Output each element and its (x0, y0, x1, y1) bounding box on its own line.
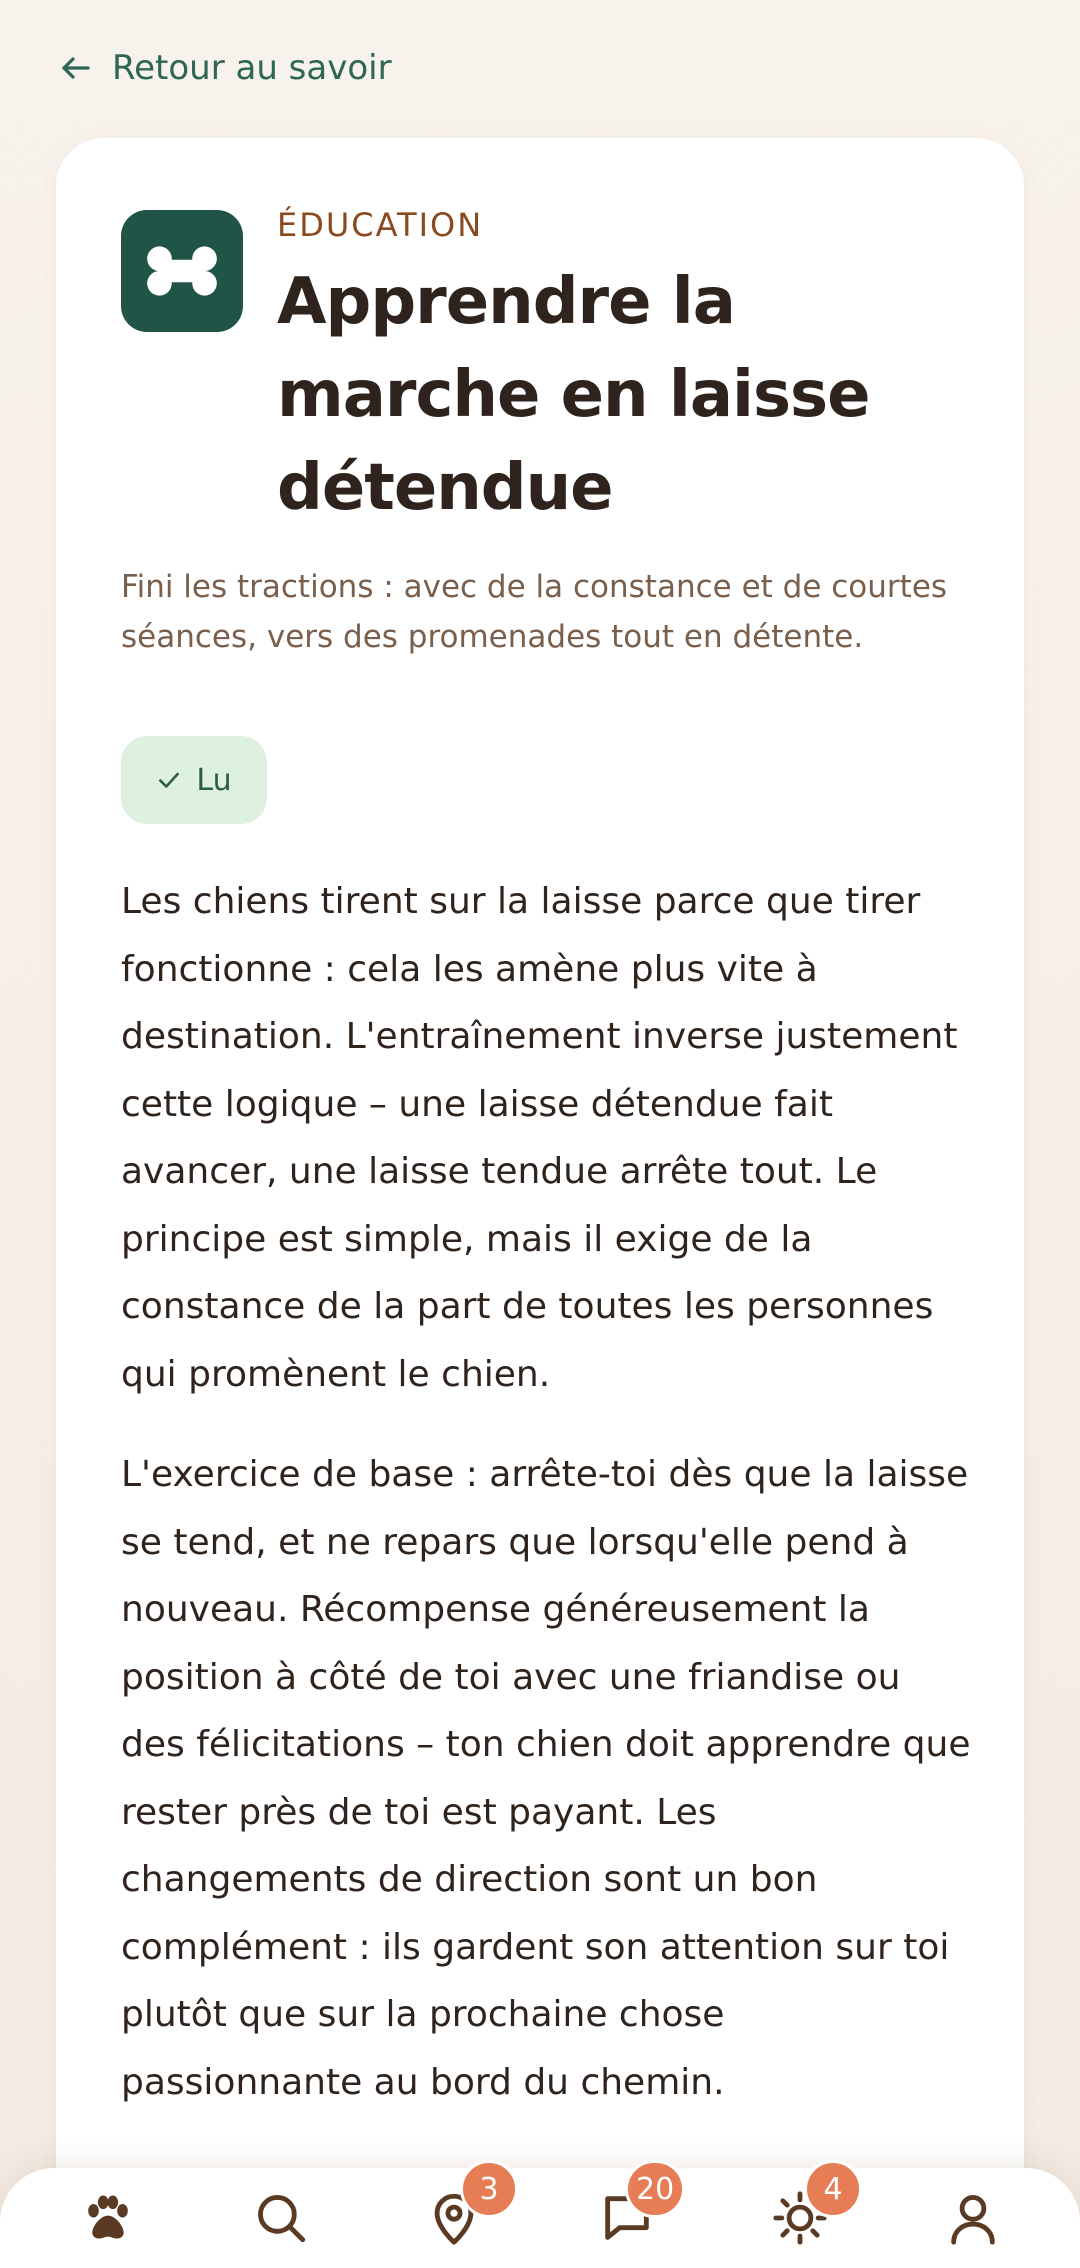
article-paragraph: L'exercice de base : arrête-toi dès que la laisse se tend, et ne repars que lorsqu'elle pend à nouveau. Récompense généreusement la position à côté de toi avec une friandise ou des félicitations – ton chien doit apprendre que rester près de toi est payant. Les changements de direction sont un bon complément : ils gardent son attention sur toi plutôt que sur la prochaine chose passionnante au bord du chemin. (121, 1454, 971, 2103)
check-icon (156, 767, 182, 793)
search-icon (252, 2189, 310, 2247)
messages-notification-badge: 20 (625, 2160, 685, 2218)
map-notification-badge: 3 (460, 2160, 518, 2218)
article-title: Apprendre la marche en laisse détendue (277, 265, 870, 525)
paw-icon (79, 2189, 137, 2247)
article-card (56, 138, 1024, 2268)
profile-icon (944, 2189, 1002, 2247)
nav-item-messages[interactable] (541, 2168, 713, 2268)
article-subtitle: Fini les tractions : avec de la constance et de courtes séances, vers des promenades tout en détente. (121, 569, 948, 655)
back-link[interactable] (58, 44, 392, 92)
bone-icon (141, 230, 223, 312)
article-body (121, 868, 971, 2149)
read-status-label: Lu (196, 762, 232, 798)
article-paragraph: Les chiens tirent sur la laisse parce que tirer fonctionne : cela les amène plus vite à destination. L'entraînement inverse justement cette logique – une laisse détendue fait avancer, une laisse tendue arrête tout. Le principe est simple, mais il exige de la constance de la part de toutes les personnes qui promènent le chien. (121, 881, 958, 1395)
nav-item-activity[interactable] (714, 2168, 886, 2268)
bottom-navigation (0, 2168, 1080, 2268)
nav-item-map[interactable] (368, 2168, 540, 2268)
arrow-left-icon (58, 50, 94, 86)
activity-notification-badge: 4 (804, 2160, 862, 2218)
article-category: ÉDUCATION (277, 206, 484, 244)
back-link-label: Retour au savoir (112, 48, 392, 88)
read-status-badge[interactable] (121, 736, 267, 824)
nav-item-home[interactable] (22, 2168, 194, 2268)
nav-item-profile[interactable] (887, 2168, 1059, 2268)
category-icon-tile (121, 210, 243, 332)
nav-item-search[interactable] (195, 2168, 367, 2268)
